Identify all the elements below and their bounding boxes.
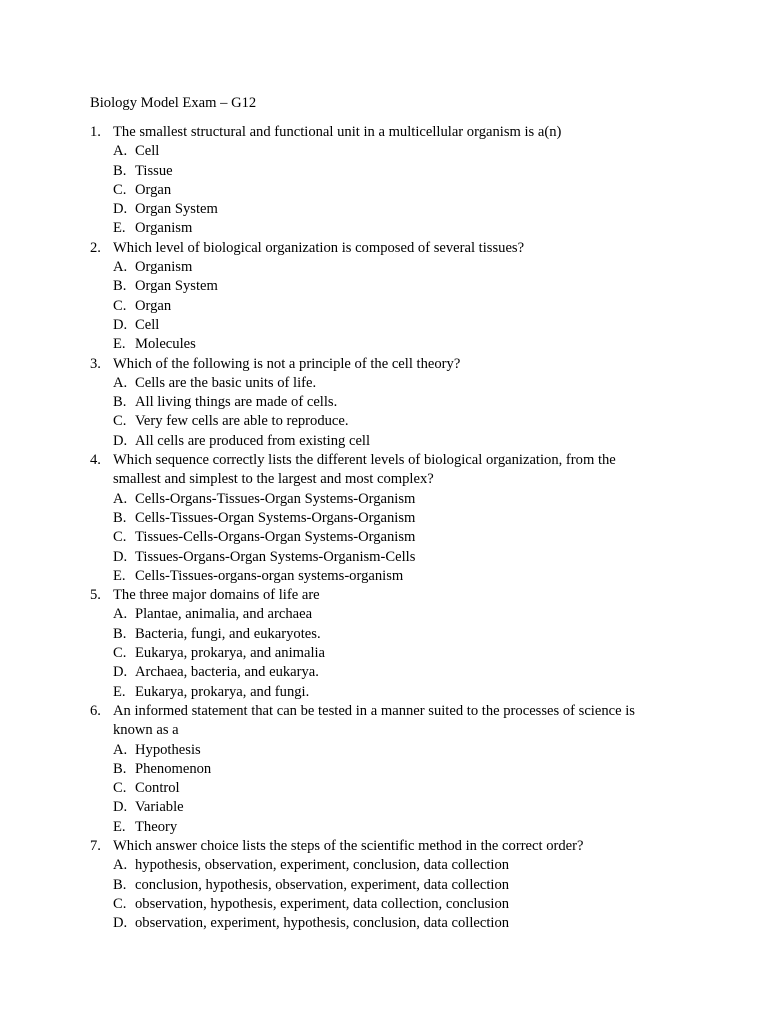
option-text: conclusion, hypothesis, observation, experiment, data collection	[135, 876, 510, 893]
answer-option	[113, 297, 660, 316]
answer-option	[113, 335, 660, 354]
option-list	[113, 856, 660, 933]
option-text: Organism	[135, 220, 193, 237]
answer-option	[113, 490, 660, 509]
question-number: 5.	[90, 587, 101, 604]
option-letter: D.	[113, 548, 128, 565]
question-item	[90, 586, 660, 702]
answer-option	[113, 605, 660, 624]
answer-option	[113, 316, 660, 335]
answer-option	[113, 625, 660, 644]
answer-option	[113, 219, 660, 238]
option-letter: B.	[113, 625, 127, 642]
question-item	[90, 837, 660, 933]
answer-option	[113, 895, 660, 914]
answer-option	[113, 432, 660, 451]
question-item	[90, 123, 660, 239]
question-text: Which level of biological organization is composed of several tissues?	[113, 239, 525, 256]
option-letter: B.	[113, 394, 127, 411]
option-letter: E.	[113, 336, 126, 353]
option-text: Cell	[135, 143, 160, 160]
option-letter: D.	[113, 432, 128, 449]
answer-option	[113, 509, 660, 528]
option-letter: D.	[113, 915, 128, 932]
option-letter: A.	[113, 259, 128, 276]
question-item	[90, 355, 660, 451]
answer-option	[113, 741, 660, 760]
option-text: Hypothesis	[135, 741, 201, 758]
answer-option	[113, 181, 660, 200]
answer-option	[113, 393, 660, 412]
option-text: Phenomenon	[135, 760, 212, 777]
option-letter: C.	[113, 181, 127, 198]
option-text: Molecules	[135, 336, 196, 353]
option-text: Very few cells are able to reproduce.	[135, 413, 349, 430]
option-letter: B.	[113, 760, 127, 777]
answer-option	[113, 914, 660, 933]
option-text: Eukarya, prokarya, and animalia	[135, 645, 326, 662]
option-letter: A.	[113, 374, 128, 391]
option-letter: C.	[113, 297, 127, 314]
question-text: The smallest structural and functional unit in a multicellular organism is a(n)	[113, 124, 562, 140]
question-item	[90, 239, 660, 355]
option-text: Cell	[135, 316, 160, 333]
answer-option	[113, 856, 660, 875]
option-letter: C.	[113, 645, 127, 662]
option-text: All cells are produced from existing cell	[135, 432, 371, 449]
option-text: Variable	[135, 799, 184, 816]
option-letter: A.	[113, 143, 128, 160]
option-text: Theory	[135, 818, 178, 835]
question-item	[90, 702, 660, 837]
option-letter: D.	[113, 799, 128, 816]
answer-option	[113, 548, 660, 567]
question-text: An informed statement that can be tested in a manner suited to the processes of science is known as a	[113, 702, 635, 739]
option-text: Bacteria, fungi, and eukaryotes.	[135, 625, 321, 642]
option-letter: E.	[113, 683, 126, 700]
option-letter: D.	[113, 664, 128, 681]
option-text: Cells-Tissues-organs-organ systems-organism	[135, 567, 404, 584]
option-letter: A.	[113, 857, 128, 874]
option-list	[113, 258, 660, 354]
question-number: 3.	[90, 355, 101, 372]
question-list	[90, 123, 660, 933]
question-number: 1.	[90, 124, 101, 140]
option-letter: C.	[113, 413, 127, 430]
option-letter: B.	[113, 876, 127, 893]
option-letter: A.	[113, 606, 128, 623]
question-text: The three major domains of life are	[113, 587, 320, 604]
page-title: Biology Model Exam – G12	[90, 95, 257, 111]
option-text: Cells-Organs-Tissues-Organ Systems-Organism	[135, 490, 416, 507]
answer-option	[113, 200, 660, 219]
question-text: Which answer choice lists the steps of the scientific method in the correct order?	[113, 837, 584, 854]
option-letter: E.	[113, 567, 126, 584]
option-text: observation, experiment, hypothesis, conclusion, data collection	[135, 915, 510, 932]
option-text: Control	[135, 780, 180, 797]
option-text: Organ	[135, 181, 172, 198]
option-text: Eukarya, prokarya, and fungi.	[135, 683, 310, 700]
option-letter: E.	[113, 818, 126, 835]
option-letter: B.	[113, 162, 127, 179]
option-list	[113, 142, 660, 238]
answer-option	[113, 760, 660, 779]
answer-option	[113, 567, 660, 586]
option-text: Cells-Tissues-Organ Systems-Organs-Organism	[135, 509, 416, 526]
option-text: observation, hypothesis, experiment, data collection, conclusion	[135, 895, 510, 912]
question-item	[90, 451, 660, 586]
option-letter: D.	[113, 201, 128, 218]
answer-option	[113, 374, 660, 393]
option-text: Organ System	[135, 201, 218, 218]
option-letter: C.	[113, 529, 127, 546]
option-text: Cells are the basic units of life.	[135, 374, 317, 391]
option-letter: B.	[113, 509, 127, 526]
answer-option	[113, 528, 660, 547]
option-text: Plantae, animalia, and archaea	[135, 606, 313, 623]
question-text: Which of the following is not a principle of the cell theory?	[113, 355, 461, 372]
question-number: 4.	[90, 452, 101, 469]
answer-option	[113, 162, 660, 181]
option-text: Archaea, bacteria, and eukarya.	[135, 664, 319, 681]
option-letter: B.	[113, 278, 127, 295]
answer-option	[113, 277, 660, 296]
question-number: 7.	[90, 837, 101, 854]
question-text: Which sequence correctly lists the different levels of biological organization, from the smallest and simplest to the largest and most complex?	[113, 452, 616, 488]
answer-option	[113, 683, 660, 702]
answer-option	[113, 876, 660, 895]
answer-option	[113, 644, 660, 663]
question-number: 6.	[90, 702, 101, 719]
answer-option	[113, 258, 660, 277]
option-list	[113, 605, 660, 701]
option-text: hypothesis, observation, experiment, conclusion, data collection	[135, 857, 510, 874]
option-text: Tissues-Cells-Organs-Organ Systems-Organism	[135, 529, 416, 546]
option-letter: C.	[113, 895, 127, 912]
option-text: Tissues-Organs-Organ Systems-Organism-Cells	[135, 548, 416, 565]
option-letter: E.	[113, 220, 126, 237]
option-list	[113, 490, 660, 586]
option-letter: D.	[113, 316, 128, 333]
option-list	[113, 741, 660, 837]
answer-option	[113, 142, 660, 161]
option-letter: A.	[113, 490, 128, 507]
option-text: Organ System	[135, 278, 218, 295]
option-text: All living things are made of cells.	[135, 394, 338, 411]
answer-option	[113, 779, 660, 798]
answer-option	[113, 818, 660, 837]
answer-option	[113, 412, 660, 431]
option-text: Organism	[135, 259, 193, 276]
question-number: 2.	[90, 239, 101, 256]
answer-option	[113, 798, 660, 817]
option-text: Organ	[135, 297, 172, 314]
option-text: Tissue	[135, 162, 173, 179]
option-letter: A.	[113, 741, 128, 758]
answer-option	[113, 663, 660, 682]
option-letter: C.	[113, 780, 127, 797]
option-list	[113, 374, 660, 451]
